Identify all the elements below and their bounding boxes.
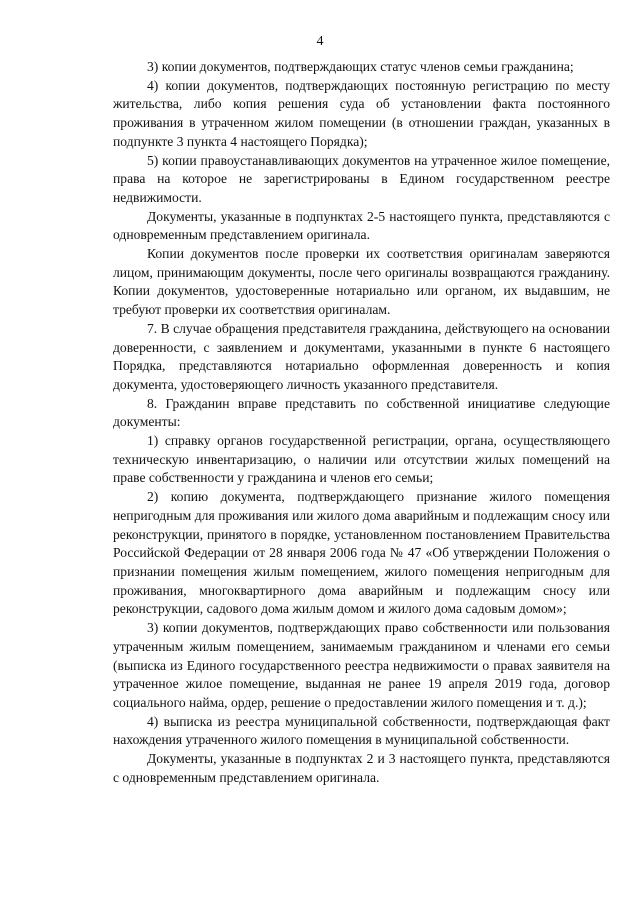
paragraph-subitem-2-unfit-housing: 2) копию документа, подтверждающего признание жилого помещения непригодным для проживания или жилого дома аварийным и подлежащим сносу или реконструкции, принятого в порядке, установленном постановлением Правительства Российской Федерации от 28 января 2006 года № 47 «Об утверждении Положения о признании помещения жилым помещением, жилого помещения непригодным для проживания, многоквартирного дома аварийным и подлежащим сносу или реконструкции, садового дома жилым домом и жилого дома садовым домом»; (113, 489, 610, 617)
paragraph-subitem-3-ownership-rights: 3) копии документов, подтверждающих право собственности или пользования утраченным жилым помещением, занимаемым гражданином и членами его семьи (выписка из Единого государственного реестра недвижимости о правах заявителя на утраченное жилое помещение, выданная не ранее 19 апреля 2019 года, договор социального найма, ордер, решение о предоставлении жилого помещения и т. д.); (113, 620, 610, 710)
paragraph-originals-note: Документы, указанные в подпунктах 2-5 настоящего пункта, представляются с одновременным представлением оригинала. (113, 208, 610, 243)
paragraph-subitem-4-municipal-register: 4) выписка из реестра муниципальной собственности, подтверждающая факт нахождения утраченного жилого помещения в муниципальной собственности. (113, 713, 610, 748)
paragraph-subitem-1-certificate: 1) справку органов государственной регистрации, органа, осуществляющего техническую инвентаризацию, о наличии или отсутствии жилых помещений на праве собственности у гражданина и членов его семьи; (113, 433, 610, 486)
paragraph-item-8-optional-documents: 8. Гражданин вправе представить по собственной инициативе следующие документы: (113, 395, 610, 430)
paragraph-subitem-3-family-status: 3) копии документов, подтверждающих статус членов семьи гражданина; (147, 59, 574, 74)
paragraph-subitem-5-title-documents: 5) копии правоустанавливающих документов на утраченное жилое помещение, права на которое не зарегистрированы в Едином государственном реестре недвижимости. (113, 152, 610, 205)
page-number: 4 (316, 34, 324, 49)
paragraph-copies-verification: Копии документов после проверки их соответствия оригиналам заверяются лицом, принимающим документы, после чего оригиналы возвращаются гражданину. Копии документов, удостоверенные нотариально или органом, их выдавшим, не требуют проверки их соответствия оригиналам. (113, 246, 610, 318)
paragraph-subitem-4-registration: 4) копии документов, подтверждающих постоянную регистрацию по месту жительства, либо копия решения суда об установлении факта постоянного проживания в утраченном жилом помещении (в отношении граждан, указанных в подпункте 3 пункта 4 настоящего Порядка); (113, 77, 610, 149)
paragraph-originals-note-final: Документы, указанные в подпунктах 2 и 3 настоящего пункта, представляются с одновременным представлением оригинала. (113, 751, 610, 785)
document-body (113, 58, 610, 787)
paragraph-item-7-representative: 7. В случае обращения представителя гражданина, действующего на основании доверенности, с заявлением и документами, указанными в пункте 6 настоящего Порядка, представляются нотариально оформленная доверенность и копия документа, удостоверяющего личность указанного представителя. (113, 320, 610, 392)
